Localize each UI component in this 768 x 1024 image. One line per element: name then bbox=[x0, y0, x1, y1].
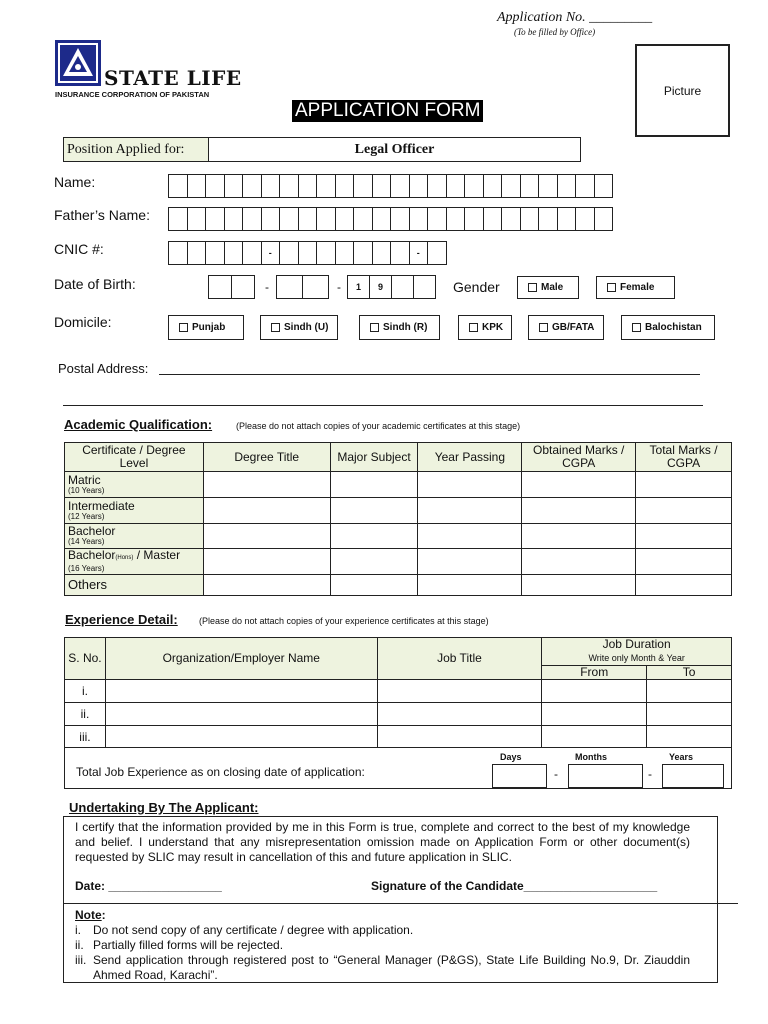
duration-separator: - bbox=[648, 767, 652, 781]
cnic-cell[interactable] bbox=[168, 241, 188, 265]
office-note: (To be filled by Office) bbox=[514, 27, 596, 37]
checkbox-square-icon bbox=[271, 323, 280, 332]
table-cell[interactable] bbox=[522, 498, 636, 524]
father-name-label: Father’s Name: bbox=[54, 207, 150, 223]
domicile-sindh-r-checkbox[interactable] bbox=[359, 315, 440, 340]
academic-col-header: Obtained Marks / CGPA bbox=[522, 443, 636, 472]
domicile-option-label: KPK bbox=[482, 322, 504, 333]
cnic-cell[interactable] bbox=[335, 241, 355, 265]
cnic-cell[interactable] bbox=[372, 241, 392, 265]
table-cell[interactable] bbox=[105, 726, 377, 748]
notes-title: Note: bbox=[75, 908, 106, 922]
table-cell[interactable] bbox=[542, 726, 647, 748]
table-row bbox=[65, 726, 732, 748]
cnic-cell[interactable] bbox=[224, 241, 244, 265]
note-item: iii. Send application through registered post to “General Manager (P&GS), State Life Building No.9, Dr. Ziauddin Ahmed Road, Karachi”. bbox=[75, 953, 690, 982]
cnic-label: CNIC #: bbox=[54, 241, 104, 257]
position-label: Position Applied for: bbox=[63, 137, 209, 162]
table-cell[interactable] bbox=[330, 498, 418, 524]
table-cell[interactable] bbox=[636, 549, 732, 575]
notes-extended-rule bbox=[718, 903, 738, 904]
dob-year-prefix: 9 bbox=[369, 275, 392, 299]
table-cell[interactable] bbox=[522, 524, 636, 549]
char-cell[interactable] bbox=[205, 174, 225, 198]
checkbox-square-icon bbox=[607, 283, 616, 292]
char-cell[interactable] bbox=[261, 207, 281, 231]
table-cell[interactable] bbox=[203, 575, 330, 596]
domicile-punjab-checkbox[interactable] bbox=[168, 315, 244, 340]
table-row bbox=[65, 524, 732, 549]
experience-note: (Please do not attach copies of your experience certificates at this stage) bbox=[199, 616, 489, 626]
checkbox-square-icon bbox=[469, 323, 478, 332]
domicile-option-label: GB/FATA bbox=[552, 322, 595, 333]
domicile-option-label: Sindh (R) bbox=[383, 322, 428, 333]
char-cell[interactable] bbox=[575, 174, 595, 198]
dob-cell[interactable] bbox=[302, 275, 329, 299]
char-cell[interactable] bbox=[390, 207, 410, 231]
cnic-cell[interactable] bbox=[242, 241, 262, 265]
char-cell[interactable] bbox=[501, 174, 521, 198]
table-cell[interactable] bbox=[522, 549, 636, 575]
char-cell[interactable] bbox=[279, 174, 299, 198]
char-cell[interactable] bbox=[427, 174, 447, 198]
cnic-cell[interactable] bbox=[316, 241, 336, 265]
dob-year-input[interactable] bbox=[347, 275, 436, 299]
char-cell[interactable] bbox=[409, 207, 429, 231]
table-cell[interactable] bbox=[542, 680, 647, 703]
position-value[interactable]: Legal Officer bbox=[208, 137, 581, 162]
gender-option-label: Male bbox=[541, 282, 564, 293]
char-cell[interactable] bbox=[261, 174, 281, 198]
dob-year-prefix: 1 bbox=[347, 275, 370, 299]
dob-cell[interactable] bbox=[231, 275, 255, 299]
char-cell[interactable] bbox=[390, 174, 410, 198]
checkbox-square-icon bbox=[179, 323, 188, 332]
note-item: i. Do not send copy of any certificate / degree with application. bbox=[75, 923, 414, 937]
char-cell[interactable] bbox=[187, 174, 207, 198]
dob-separator: - bbox=[337, 280, 341, 294]
name-label: Name: bbox=[54, 174, 96, 190]
undertaking-text: I certify that the information provided by me in this Form is true, complete and correct to the best of my knowledge and belief. I understand that any misrepresentation omission made on Application Form or other document(s) requested by SLIC may result in cancellation of this and future application in SLIC. bbox=[75, 820, 690, 864]
academic-table bbox=[64, 442, 732, 596]
cnic-separator: - bbox=[261, 241, 281, 265]
months-label: Months bbox=[575, 752, 607, 762]
table-cell[interactable] bbox=[418, 498, 522, 524]
years-input[interactable] bbox=[662, 764, 724, 788]
char-cell[interactable] bbox=[372, 207, 392, 231]
duration-separator: - bbox=[554, 767, 558, 781]
char-cell[interactable] bbox=[520, 174, 540, 198]
char-cell[interactable] bbox=[594, 174, 614, 198]
academic-col-header: Total Marks / CGPA bbox=[636, 443, 732, 472]
company-subtitle: INSURANCE CORPORATION OF PAKISTAN bbox=[55, 90, 210, 99]
domicile-kpk-checkbox[interactable] bbox=[458, 315, 512, 340]
char-cell[interactable] bbox=[242, 207, 262, 231]
days-label: Days bbox=[500, 752, 522, 762]
domicile-sindh-u-checkbox[interactable] bbox=[260, 315, 338, 340]
academic-col-header: Major Subject bbox=[330, 443, 418, 472]
char-cell[interactable] bbox=[446, 174, 466, 198]
char-cell[interactable] bbox=[575, 207, 595, 231]
academic-row-label: Matric (10 Years) bbox=[65, 472, 204, 498]
table-cell[interactable] bbox=[636, 498, 732, 524]
cnic-separator: - bbox=[409, 241, 429, 265]
domicile-option-label: Punjab bbox=[192, 322, 226, 333]
cnic-input[interactable] bbox=[168, 241, 447, 265]
years-label: Years bbox=[669, 752, 694, 762]
company-name: STATE LIFE bbox=[104, 66, 242, 90]
checkbox-square-icon bbox=[632, 323, 641, 332]
table-row bbox=[65, 575, 732, 596]
table-cell[interactable] bbox=[377, 680, 542, 703]
table-cell[interactable] bbox=[418, 575, 522, 596]
char-cell[interactable] bbox=[298, 207, 318, 231]
domicile-gb-fata-checkbox[interactable] bbox=[528, 315, 604, 340]
postal-address-line-2[interactable] bbox=[63, 405, 703, 406]
academic-note: (Please do not attach copies of your academic certificates at this stage) bbox=[236, 421, 521, 431]
table-cell[interactable] bbox=[647, 680, 732, 703]
char-cell[interactable] bbox=[353, 207, 373, 231]
char-cell[interactable] bbox=[168, 174, 188, 198]
char-cell[interactable] bbox=[224, 174, 244, 198]
char-cell[interactable] bbox=[298, 174, 318, 198]
domicile-option-label: Balochistan bbox=[645, 322, 702, 333]
experience-row-number: ii. bbox=[65, 703, 106, 726]
application-number: Application No. _________ bbox=[497, 10, 653, 25]
academic-section-title: Academic Qualification: bbox=[64, 417, 213, 432]
char-cell[interactable] bbox=[557, 174, 577, 198]
postal-address-line-1[interactable] bbox=[159, 374, 700, 375]
table-cell[interactable] bbox=[105, 680, 377, 703]
char-cell[interactable] bbox=[409, 174, 429, 198]
gender-label: Gender bbox=[453, 279, 500, 295]
dob-label: Date of Birth: bbox=[54, 276, 136, 292]
table-row bbox=[65, 680, 732, 703]
total-experience-label: Total Job Experience as on closing date of application: bbox=[76, 765, 365, 779]
table-cell[interactable] bbox=[377, 703, 542, 726]
char-cell[interactable] bbox=[446, 207, 466, 231]
signature-field[interactable]: Signature of the Candidate____________________ bbox=[371, 879, 658, 893]
table-cell[interactable] bbox=[418, 549, 522, 575]
note-item: ii. Partially filled forms will be rejected. bbox=[75, 938, 284, 952]
cnic-cell[interactable] bbox=[187, 241, 207, 265]
dob-cell[interactable] bbox=[208, 275, 232, 299]
dob-cell[interactable] bbox=[391, 275, 414, 299]
dob-separator: - bbox=[265, 280, 269, 294]
char-cell[interactable] bbox=[187, 207, 207, 231]
char-cell[interactable] bbox=[335, 174, 355, 198]
postal-address-label: Postal Address: bbox=[58, 361, 149, 376]
cnic-cell[interactable] bbox=[427, 241, 447, 265]
cnic-cell[interactable] bbox=[205, 241, 225, 265]
char-cell[interactable] bbox=[372, 174, 392, 198]
experience-section-title: Experience Detail: bbox=[65, 612, 178, 627]
checkbox-square-icon bbox=[528, 283, 537, 292]
table-cell[interactable] bbox=[522, 575, 636, 596]
table-cell[interactable] bbox=[330, 549, 418, 575]
table-row bbox=[65, 703, 732, 726]
cnic-cell[interactable] bbox=[279, 241, 299, 265]
months-input[interactable] bbox=[568, 764, 643, 788]
table-cell[interactable] bbox=[330, 575, 418, 596]
char-cell[interactable] bbox=[168, 207, 188, 231]
char-cell[interactable] bbox=[224, 207, 244, 231]
gender-male-checkbox[interactable] bbox=[517, 276, 579, 299]
gender-female-checkbox[interactable] bbox=[596, 276, 675, 299]
form-title: APPLICATION FORM bbox=[292, 100, 483, 122]
picture-box[interactable] bbox=[635, 44, 730, 137]
name-input[interactable] bbox=[168, 174, 613, 198]
char-cell[interactable] bbox=[427, 207, 447, 231]
table-cell[interactable] bbox=[636, 524, 732, 549]
char-cell[interactable] bbox=[316, 174, 336, 198]
table-cell[interactable] bbox=[203, 524, 330, 549]
experience-col-from: From bbox=[542, 666, 647, 680]
char-cell[interactable] bbox=[594, 207, 614, 231]
date-field[interactable]: Date: _________________ bbox=[75, 879, 222, 893]
father-name-input[interactable] bbox=[168, 207, 613, 231]
undertaking-title: Undertaking By The Applicant: bbox=[69, 800, 259, 815]
experience-col-to: To bbox=[647, 666, 732, 680]
dob-cell[interactable] bbox=[276, 275, 303, 299]
cnic-cell[interactable] bbox=[390, 241, 410, 265]
company-logo-icon bbox=[55, 40, 101, 86]
dob-month-input[interactable] bbox=[276, 275, 329, 299]
table-cell[interactable] bbox=[105, 703, 377, 726]
char-cell[interactable] bbox=[279, 207, 299, 231]
table-cell[interactable] bbox=[636, 575, 732, 596]
academic-col-header: Certificate / Degree Level bbox=[65, 443, 204, 472]
table-cell[interactable] bbox=[377, 726, 542, 748]
table-cell[interactable] bbox=[647, 703, 732, 726]
table-cell[interactable] bbox=[636, 472, 732, 498]
gender-option-label: Female bbox=[620, 282, 655, 293]
experience-col-job: Job Title bbox=[377, 638, 542, 680]
table-cell[interactable] bbox=[203, 549, 330, 575]
table-cell[interactable] bbox=[203, 498, 330, 524]
char-cell[interactable] bbox=[501, 207, 521, 231]
char-cell[interactable] bbox=[520, 207, 540, 231]
academic-row-label: Others bbox=[65, 575, 204, 596]
experience-col-duration: Job Duration Write only Month & Year bbox=[542, 638, 732, 666]
picture-label: Picture bbox=[663, 83, 702, 98]
char-cell[interactable] bbox=[353, 174, 373, 198]
char-cell[interactable] bbox=[538, 207, 558, 231]
dob-day-input[interactable] bbox=[208, 275, 255, 299]
academic-row-label: Intermediate (12 Years) bbox=[65, 498, 204, 524]
table-cell[interactable] bbox=[330, 524, 418, 549]
checkbox-square-icon bbox=[370, 323, 379, 332]
table-cell[interactable] bbox=[418, 524, 522, 549]
char-cell[interactable] bbox=[464, 207, 484, 231]
dob-cell[interactable] bbox=[413, 275, 436, 299]
domicile-label: Domicile: bbox=[54, 314, 112, 330]
char-cell[interactable] bbox=[538, 174, 558, 198]
table-cell[interactable] bbox=[542, 703, 647, 726]
checkbox-square-icon bbox=[539, 323, 548, 332]
char-cell[interactable] bbox=[483, 174, 503, 198]
char-cell[interactable] bbox=[242, 174, 262, 198]
char-cell[interactable] bbox=[316, 207, 336, 231]
table-cell[interactable] bbox=[522, 472, 636, 498]
table-cell[interactable] bbox=[330, 472, 418, 498]
academic-row-label: Bachelor(Hons) / Master (16 Years) bbox=[65, 549, 204, 575]
days-input[interactable] bbox=[492, 764, 547, 788]
table-cell[interactable] bbox=[203, 472, 330, 498]
char-cell[interactable] bbox=[205, 207, 225, 231]
table-cell[interactable] bbox=[647, 726, 732, 748]
domicile-balochistan-checkbox[interactable] bbox=[621, 315, 715, 340]
academic-col-header: Degree Title bbox=[203, 443, 330, 472]
table-row bbox=[65, 549, 732, 575]
experience-col-org: Organization/Employer Name bbox=[105, 638, 377, 680]
table-row bbox=[65, 472, 732, 498]
experience-col-sno: S. No. bbox=[65, 638, 106, 680]
cnic-cell[interactable] bbox=[353, 241, 373, 265]
academic-col-header: Year Passing bbox=[418, 443, 522, 472]
char-cell[interactable] bbox=[464, 174, 484, 198]
char-cell[interactable] bbox=[557, 207, 577, 231]
table-cell[interactable] bbox=[418, 472, 522, 498]
cnic-cell[interactable] bbox=[298, 241, 318, 265]
experience-row-number: i. bbox=[65, 680, 106, 703]
char-cell[interactable] bbox=[483, 207, 503, 231]
domicile-option-label: Sindh (U) bbox=[284, 322, 329, 333]
experience-row-number: iii. bbox=[65, 726, 106, 748]
table-row bbox=[65, 498, 732, 524]
academic-row-label: Bachelor (14 Years) bbox=[65, 524, 204, 549]
char-cell[interactable] bbox=[335, 207, 355, 231]
